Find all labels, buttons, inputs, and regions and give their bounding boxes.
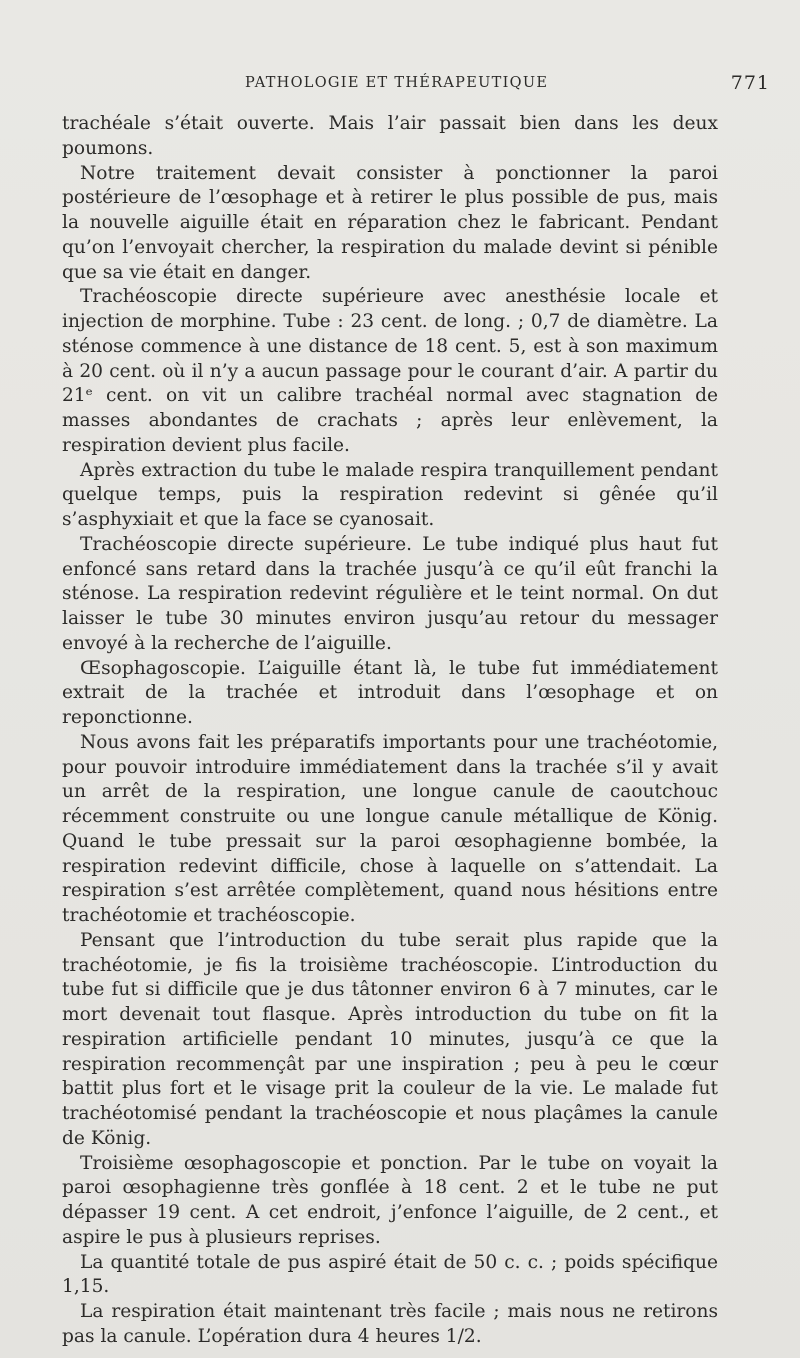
paragraph: Troisième œsophagoscopie et ponction. Par le tube on voyait la paroi œsophagienne très gonflée à 18 cent. 2 et le tube ne put dépasser 19 cent. A cet endroit, j’enfonce l’aiguille, de 2 cent., et aspire le pus à plusieurs reprises. <box>62 1152 718 1248</box>
running-title: PATHOLOGIE ET THÉRAPEUTIQUE <box>245 75 549 91</box>
paragraph: Après extraction du tube le malade respira tranquillement pendant quelque temps, puis la respiration redevint si gênée qu’il s’asphyxiait et que la face se cyanosait. <box>62 459 718 530</box>
paragraph: La quantité totale de pus aspiré était de 50 c. c. ; poids spécifique 1,15. <box>62 1251 718 1298</box>
paragraph: trachéale s’était ouverte. Mais l’air passait bien dans les deux poumons. <box>62 113 718 159</box>
paragraph: Pensant que l’introduction du tube serait plus rapide que la trachéotomie, je fis la troisième trachéoscopie. L’introduction du tube fut si difficile que je dus tâtonner environ 6 à 7 minutes, car le mort devenait tout flasque. Après introduction du tube on fit la respiration artificielle pendant 10 minutes, jusqu’à ce que la respiration recommençât par une inspiration ; peu à peu le cœur battit plus fort et le visage prit la couleur de la vie. Le malade fut trachéotomisé pendant la trachéoscopie et nous plaçâmes la canule de König. <box>62 929 718 1149</box>
body-text <box>62 112 718 1350</box>
paragraph: Œsophagoscopie. L’aiguille étant là, le tube fut immédiatement extrait de la trachée et introduit dans l’œsophage et on reponctionne. <box>62 657 718 728</box>
page-number: 771 <box>730 72 770 94</box>
paragraph: La respiration était maintenant très facile ; mais nous ne retirons pas la canule. L’opération dura 4 heures 1/2. <box>62 1301 718 1347</box>
paragraph: Trachéoscopie directe supérieure. Le tube indiqué plus haut fut enfoncé sans retard dans la trachée jusqu’à ce qu’il eût franchi la sténose. La respiration redevint régulière et le teint normal. On dut laisser le tube 30 minutes environ jusqu’au retour du messager envoyé à la recherche de l’aiguille. <box>62 533 718 654</box>
page-header <box>60 72 780 98</box>
paragraph: Nous avons fait les préparatifs importants pour une trachéotomie, pour pouvoir introduire immédiatement dans la trachée s’il y avait un arrêt de la respiration, une longue canule de caoutchouc récemment construite ou une longue canule métallique de König. Quand le tube pressait sur la paroi œsophagienne bombée, la respiration redevint difficile, chose à laquelle on s’attendait. La respiration s’est arrêtée complètement, quand nous hésitions entre trachéotomie et trachéoscopie. <box>62 731 718 926</box>
paragraph: Trachéoscopie directe supérieure avec anesthésie locale et injection de morphine. Tube : 23 cent. de long. ; 0,7 de diamètre. La sténose commence à une distance de 18 cent. 5, est à son maximum à 20 cent. où il n’y a aucun passage pour le courant d’air. A partir du 21ᵉ cent. on vit un calibre trachéal normal avec stagnation de masses abondantes de crachats ; après leur enlèvement, la respiration devient plus facile. <box>62 286 718 456</box>
paragraph: Notre traitement devait consister à ponctionner la paroi postérieure de l’œsophage et à retirer le plus possible de pus, mais la nouvelle aiguille était en réparation chez le fabricant. Pendant qu’on l’envoyait chercher, la respiration du malade devint si pénible que sa vie était en danger. <box>62 162 718 283</box>
